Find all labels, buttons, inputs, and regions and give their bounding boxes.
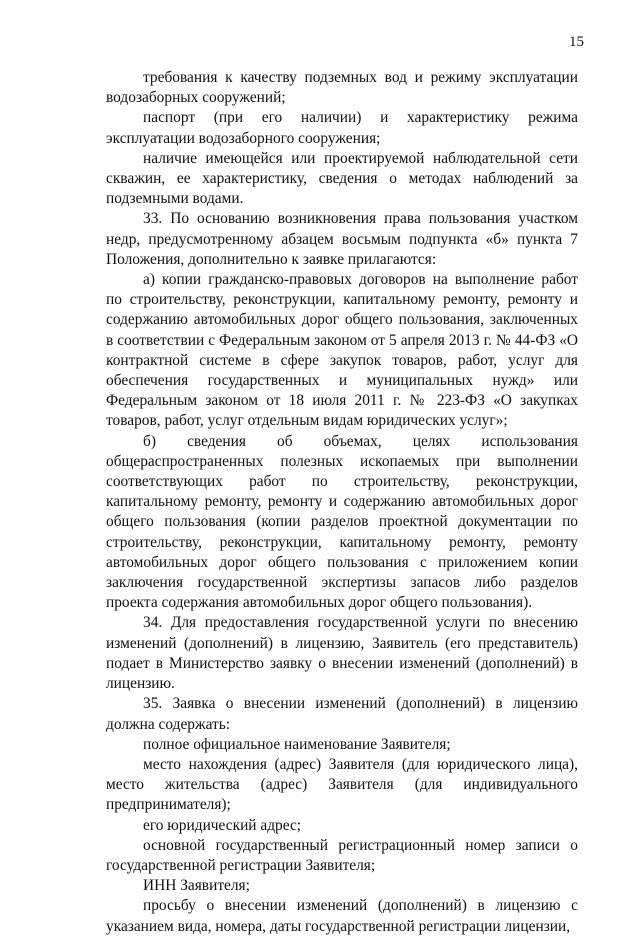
paragraph-33: 33. По основанию возникновения права пользования участком недр, предусмотренному абзацем восьмым подпункта «б» пункта 7 Положения, дополнительно к заявке прилагаются:: [106, 210, 578, 268]
paragraph-request: просьбу о внесении изменений (дополнений) в лицензию с указанием вида, номера, даты государственной регистрации лицензии,: [106, 897, 578, 935]
paragraph-observation-network: наличие имеющейся или проектируемой наблюдательной сети скважин, ее характеристику, сведения о методах наблюдений за подземными водами.: [106, 149, 578, 208]
paragraph-full-name: полное официальное наименование Заявителя;: [143, 735, 451, 753]
paragraph-passport: паспорт (при его наличии) и характеристику режима эксплуатации водозаборного сооружения;: [106, 109, 578, 147]
paragraph-33b: б) сведения об объемах, целях использования общераспространенных полезных ископаемых при выполнении соответствующих работ по строительству, реконструкции, капитальному ремонту, ремонту и содержанию автомобильных дорог общего пользования (копии разделов проектной документации по строительству, реконструкции, капитальному ремонту, ремонту автомобильных дорог общего пользования с приложением копии заключения государственной экспертизы запасов либо разделов проекта содержания автомобильных дорог общего пользования).: [106, 432, 578, 612]
paragraph-34: 34. Для предоставления государственной услуги по внесению изменений (дополнений) в лицензию, Заявитель (его представитель) подает в Министерство заявку о внесении изменений (дополнений) в лицензию.: [106, 614, 578, 693]
document-body: [106, 68, 578, 937]
page-number: 15: [569, 34, 584, 50]
paragraph-legal-address: его юридический адрес;: [143, 816, 302, 834]
paragraph-33a: а) копии гражданско-правовых договоров на выполнение работ по строительству, реконструкции, капитальному ремонту, ремонту и содержанию автомобильных дорог общего пользования, заключенных в соответствии с Федеральным законом от 5 апреля 2013 г. № 44-ФЗ «О контрактной системе в сфере закупок товаров, работ, услуг для обеспечения государственных и муниципальных нужд» или Федеральным законом от 18 июля 2011 г. № 223-ФЗ «О закупках товаров, работ, услуг отдельным видам юридических услуг»;: [106, 271, 578, 430]
paragraph-ogrn: основной государственный регистрационный номер записи о государственной регистрации Заявителя;: [106, 836, 578, 874]
paragraph-location: место нахождения (адрес) Заявителя (для юридического лица), место жительства (адрес) Заявителя (для индивидуального предпринимателя);: [106, 755, 578, 814]
paragraph-inn: ИНН Заявителя;: [143, 877, 250, 895]
paragraph-35: 35. Заявка о внесении изменений (дополнений) в лицензию должна содержать:: [106, 695, 578, 733]
paragraph-groundwater-quality: требования к качеству подземных вод и режиму эксплуатации водозаборных сооружений;: [106, 69, 578, 107]
